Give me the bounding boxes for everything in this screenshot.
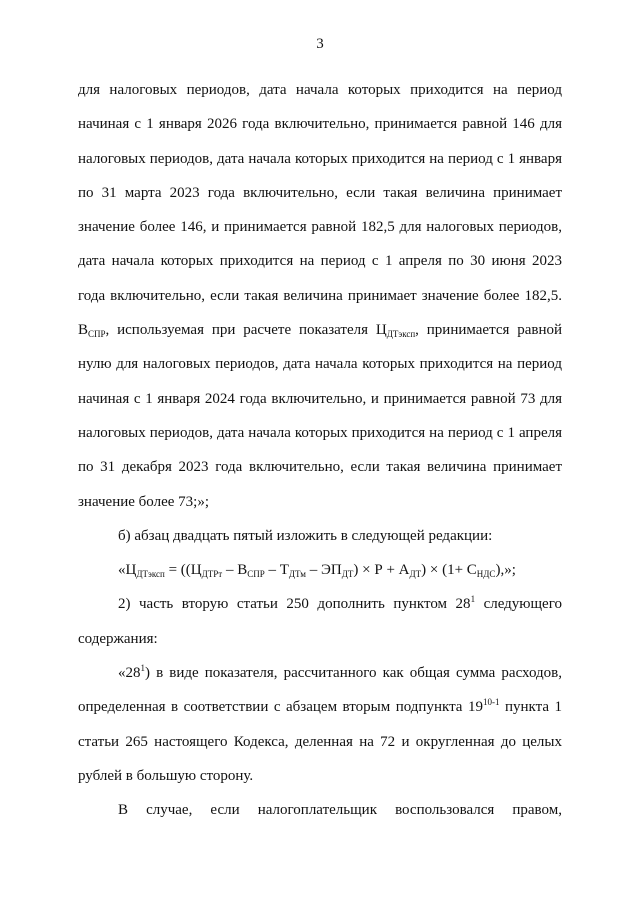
formula-part: – Т: [264, 562, 289, 579]
text-span: ) в виде показателя, рассчитанного как общая сумма расходов,: [145, 665, 562, 682]
subscript: ДТ: [409, 569, 422, 580]
text-line: значение более 146, и принимается равной 182,5 для налоговых периодов,: [78, 219, 562, 236]
text-span: 2) часть вторую статьи 250 дополнить пунктом 28: [118, 596, 471, 613]
text-line: нулю для налоговых периодов, дата начала которых приходится на период: [78, 356, 562, 373]
subscript: НДС: [476, 569, 496, 580]
paragraph-item-2: [78, 587, 562, 656]
text-line: б) абзац двадцать пятый изложить в следующей редакции:: [118, 527, 493, 544]
text-span: определенная в соответствии с абзацем вторым подпункта 19: [78, 699, 483, 716]
text-line: значение более 73;»;: [78, 493, 209, 510]
text-line: дата начала которых приходится на период с 1 апреля по 30 июня 2023: [78, 253, 562, 270]
subscript: ДТРт: [201, 569, 223, 580]
subscript: ДТ: [341, 569, 354, 580]
page-number: 3: [316, 36, 324, 52]
text-line: по 31 декабря 2023 года включительно, если такая величина принимает: [78, 459, 562, 476]
paragraph-continuation: [78, 73, 562, 313]
formula-part: «Ц: [118, 562, 137, 579]
paragraph-case: [78, 793, 562, 827]
text-line: по 31 марта 2023 года включительно, если такая величина принимает: [78, 184, 562, 201]
formula-line: [78, 553, 562, 587]
text-line: рублей в большую сторону.: [78, 767, 254, 784]
subscript: СПР: [247, 569, 265, 580]
text-span: «28: [118, 665, 141, 682]
text-line: начиная с 1 января 2026 года включительно, принимается равной 146 для: [78, 116, 562, 133]
document-body: [78, 73, 562, 828]
paragraph-point-28-1: [78, 656, 562, 793]
symbol-v: В: [78, 322, 89, 339]
subscript: СПР: [88, 329, 106, 340]
text-line: В случае, если налогоплательщик воспользовался правом,: [118, 802, 562, 819]
text-line: статьи 265 настоящего Кодекса, деленная на 72 и округленная до целых: [78, 733, 562, 750]
subscript: ДТэксп: [386, 329, 416, 340]
text-span: следующего: [475, 596, 562, 613]
formula-part: ),»;: [495, 562, 516, 579]
formula-part: ) × Р + А: [353, 562, 410, 579]
text-line: [78, 656, 562, 690]
subscript: ДТм: [288, 569, 306, 580]
text-line: года включительно, если такая величина принимает значение более 182,5.: [78, 287, 562, 304]
superscript: 10-1: [482, 697, 500, 708]
paragraph-item-b: [78, 519, 562, 553]
formula-part: – В: [222, 562, 248, 579]
text-line: [78, 587, 562, 621]
superscript: 1: [470, 594, 476, 605]
superscript: 1: [140, 663, 145, 674]
text-line: налоговых периодов, дата начала которых приходится на период с 1 апреля: [78, 424, 562, 441]
text-line: налоговых периодов, дата начала которых приходится на период с 1 января: [78, 150, 562, 167]
text-span: , используемая при расчете показателя Ц: [105, 322, 387, 339]
formula: [78, 553, 562, 587]
text-line: начиная с 1 января 2024 года включительно, и принимается равной 73 для: [78, 390, 562, 407]
text-line: для налоговых периодов, дата начала которых приходится на период: [78, 82, 562, 98]
text-line: [78, 313, 562, 347]
text-span: , принимается равной: [415, 322, 563, 339]
formula-part: ) × (1+ С: [421, 562, 477, 579]
text-span: пункта 1: [499, 699, 563, 716]
subscript: ДТэксп: [136, 569, 165, 580]
paragraph-vspr: [78, 313, 562, 519]
formula-part: – ЭП: [306, 562, 342, 579]
text-line: [78, 690, 562, 724]
text-line: содержания:: [78, 630, 158, 647]
formula-part: = ((Ц: [164, 562, 202, 579]
